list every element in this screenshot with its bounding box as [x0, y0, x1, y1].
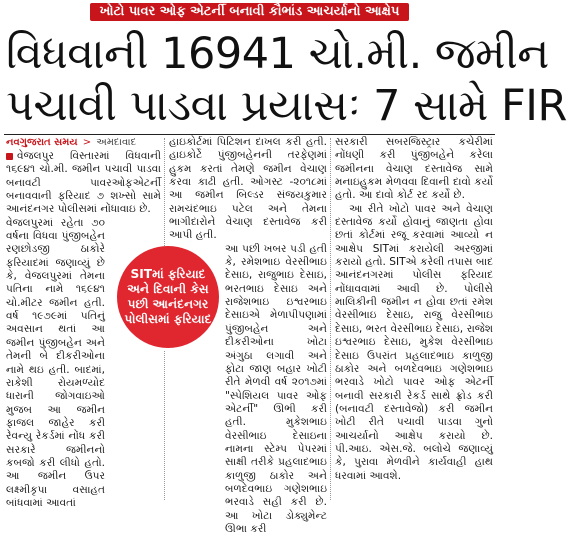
paragraph-text: વેજલપુર વિસ્તારમાં વિધવાની ૧૬૯૪૧ ચો.મી. જમીન પચાવી પાડવા બનાવટી પાવરઓફએટર્ની બનાવવાની ફરિયાદ ૭ શખ્સો સામે આનંદનગર પોલીસમાં નોંધાવાઇ છે.	[6, 150, 161, 216]
callout-circle	[117, 246, 219, 348]
kicker-banner	[0, 0, 499, 24]
article-paragraph: આ રીતે ખોટો પાવર અને વેચાણ દસ્તાવેજ કર્યો હોવાનું જાણતા હોવા છતાં કોર્ટમાં રજૂ કરવામાં આવ્યો ન આક્ષેપ SITમાં કરાયેલી અરજીમાં કરાયો હતો. SITએ કરેલી તપાસ બાદ આનંદનગરમાં પોલીસ ફરિયાદ નોંધાવવામાં આવી છે. પોલીસે માલિકીની જમીન ન હોવા છતાં રમેશ વેરસીભાઇ દેસાઇ, રાજુ વેરસીભાઇ દેસાઇ, ભરત વેરસીભાઇ દેસાઇ, રાજેશ ઇશ્વરભાઇ દેસાઇ, મુકેશ વેરસીભાઇ દેસાઇ ઉપરાંત પ્રહલાદભાઇ કાળુજી ઠાકોર અને બળદેવભાઇ ગણેશભાઇ ભરવાડે ખોટો પાવર ઓફ એટર્ની બનાવી સરકારી રેકર્ડ સાથે ફ્રોડ કરી (બનાવટી દસ્તાવેજો) કરી જમીન ખોટી રીતે પચાવી પાડવા ગુનો આચર્યાનો આક્ષેપ કરાયો છે. પી.આઇ. એસ.જે. બલોચે જણાવ્યું કે, પુરાવા મેળવીને કાર્યવાહી હાથ ધરવામાં આવશે.	[335, 202, 493, 482]
byline-city: અમદાવાદ	[96, 137, 137, 148]
column-divider	[330, 138, 331, 500]
callout-text: SITમાં ફરિયાદ અને દિવાની કેસ પછી આનંદનગર પોલીસમાં ફરિયાદ	[124, 267, 212, 326]
article-column-3	[335, 136, 493, 483]
headline-line-1: વિધવાની 16941 ચો.મી. જમીન	[6, 29, 549, 79]
byline	[6, 137, 136, 149]
article-paragraph: હાઇકોર્ટમાં પિટિશન દાખલ કરી હતી. હાઇકોર્ટે પુંજીબહેનની તરફેણમાં હુકમ કરતાં તેમણે જમીન વેચાણ કરવા કાઢી હતી. ઓગસ્ટ -૨૦૧૮માં આ જમીન બિલ્ડર સંજયકુમાર રામચંદભાઇ પટેલ અને તેમના ભાગીદારોને વેચાણ દસ્તાવેજ કરી આપી હતી.	[169, 136, 327, 242]
byline-separator: >	[82, 137, 92, 148]
article-paragraph: વેજલપુરમાં રહેતા ૭૦ વર્ષના વિધવા પુંજીબહેન રણછોડજી ઠાકોરે ફરિયાદમાં જણાવ્યું છે કે, વેજલપુરમાં તેમના પતિના નામે ૧૬૯૪૧ ચો.મીટર જમીન હતી. વર્ષ ૧૯૭૯માં પતિનું અવસાન થતાં આ જમીન પુંજીબહેન અને તેમની બે દીકરીઓના નામે થઇ હતી. બાદમાં, રાકેશી રોયમળ્યોદ ધારાની જોગવાઇઓ મુજબ આ જમીન ફાજલ જાહેર કરી રેવન્યુ રેકર્ડમાં નોંધ કરી સરકારે જમીનનો કબજો કરી લીધો હતો. આ જમીન ઉપર લક્ષ્મીકૃપા વસાહત બાંધવામાં આવતાં	[6, 216, 105, 509]
kicker-text: ખોટો પાવર ઓફ એટર્ની બનાવી કૌભાંડ આચર્યાનો આક્ષેપ	[90, 3, 410, 21]
article-paragraph	[6, 150, 161, 217]
article-paragraph: સરકારી સબરજિસ્ટ્રાર કચેરીમાં નોંધણી કરી પુંજીબહેને કરેલા જમીનના વેચાણ દસ્તાવેજ સામે મનાઇહુકમ મેળવવા દિવાની દાવો કર્યો હતો. આ દાવો કોર્ટ રદ કર્યો છે.	[335, 136, 493, 202]
headline-line-2: પચાવી પાડવા પ્રયાસઃ 7 સામે FIR	[6, 81, 567, 131]
callout-box	[113, 246, 223, 350]
article-paragraph: આ પછી ખબર પડી હતી કે, રમેશભાઇ વેરસીભાઇ દેસાઇ, રાજુભાઇ દેસાઇ, ભરતભાઇ દેસાઇ અને રાજેશભાઇ ઇશ્વરભાઇ દેસાઇએ મેળાપીપણામાં પુંજીબહેન અને દીકરીઓના ખોટા અંગુઠા લગાવી અને ફોટા જાણ બહાર ખોટી રીતે મેળવી વર્ષ ૨૦૧૭માં "સ્પેશિયલ પાવર ઓફ એટર્ની" ઊભી કરી હતી. મુકેશભાઇ વેરસીભાઇ દેસાઇના નામના સ્ટેમ્પ પેપરમાં સાક્ષી તરીકે પ્રહલાદભાઇ કાળુજી ઠાકોર અને બળદેવભાઇ ગણેશભાઇ ભરવાડે સહી કરી છે. આ ખોટા ડોક્યુમેન્ટ ઊભા કરી	[225, 242, 327, 535]
headline-divider	[4, 134, 495, 135]
byline-source: નવગુજરાત સમય	[6, 137, 78, 148]
bullet-marker	[6, 153, 13, 160]
